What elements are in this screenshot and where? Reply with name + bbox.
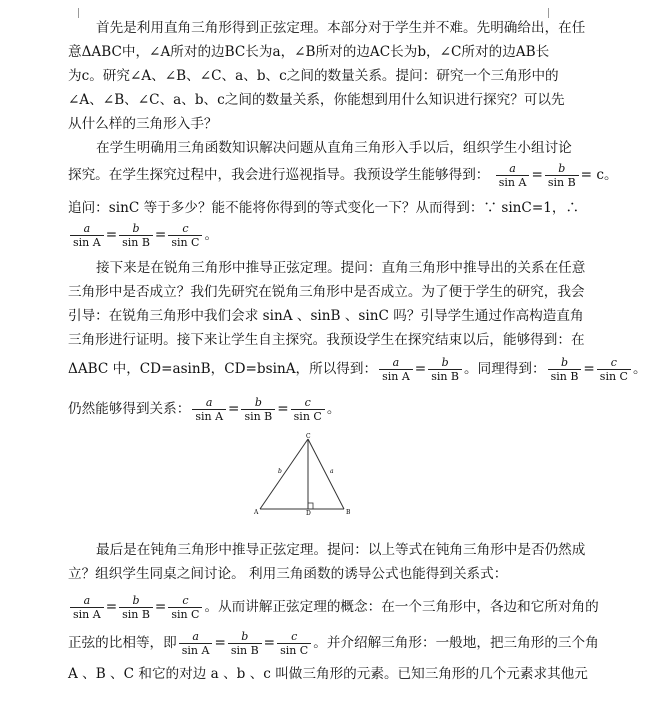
p1-line4: ∠A、∠B、∠C、a、b、c之间的数量关系，你能想到用什么知识进行探究？可以先	[68, 92, 565, 108]
frac-c-sinC	[168, 594, 202, 621]
frac-c-sinC	[277, 630, 311, 657]
frac-num: c	[291, 396, 325, 410]
frac-den: sin A	[195, 410, 224, 423]
frac-num: a	[192, 396, 226, 410]
frac-num: b	[119, 222, 153, 236]
equals-sign: =	[214, 635, 226, 651]
frac-den: sin B	[244, 410, 273, 423]
frac-c-sinC	[597, 356, 631, 383]
p3-line5-mid: 。同理得到：	[464, 361, 546, 377]
equals-sign: =	[154, 599, 167, 615]
frac-a-sinA	[70, 594, 104, 621]
frac-a-sinA	[70, 222, 104, 249]
equals-sign: =	[414, 361, 427, 377]
p2-line1: 在学生明确用三角函数知识解决问题从直角三角形入手以后，组织学生小组讨论	[96, 140, 572, 156]
frac-c-sinC	[291, 396, 325, 423]
frac-den: sin C	[280, 644, 309, 657]
p4-line3-text: 。从而讲解正弦定理的概念：在一个三角形中，各边和它所对角的	[204, 599, 599, 615]
equals-sign: =	[263, 635, 276, 651]
frac-den: sin C	[171, 608, 200, 621]
frac-a-sinA	[496, 162, 530, 189]
frac-num: a	[496, 162, 530, 176]
p1-line2: 意ΔABC中，∠A所对的边BC长为a，∠B所对的边AC长为b，∠C所对的边AB长	[68, 44, 550, 60]
p2-line4	[68, 222, 218, 249]
frac-b-sinB	[119, 222, 153, 249]
frac-b-sinB	[545, 162, 579, 189]
frac-den: sin B	[547, 176, 576, 189]
frac-den: sin C	[171, 236, 200, 249]
frac-num: b	[228, 630, 262, 644]
triangle-diagram	[250, 433, 360, 515]
frac-den: sin C	[599, 370, 628, 383]
frac-den: sin A	[382, 370, 410, 383]
frac-num: a	[179, 630, 213, 644]
label-b: B	[346, 509, 351, 516]
frac-den: sin C	[293, 410, 322, 423]
p2-line3: 追问：sinC 等于多少？能不能将你得到的等式变化一下？从而得到：∵ sinC=1，∴	[68, 200, 580, 216]
frac-den: sin B	[122, 236, 150, 249]
p2-line2-text: 探究。在学生探究过程中，我会进行巡视指导。我预设学生能够得到：	[68, 167, 490, 183]
p3-line5-end: 。	[632, 361, 647, 377]
frac-den: sin B	[230, 644, 259, 657]
frac-num: c	[168, 222, 202, 236]
frac-den: sin B	[550, 370, 579, 383]
p4-line4-end: 。并介绍解三角形：一般地，把三角形的三个角	[313, 635, 599, 651]
p3-line6	[68, 396, 340, 423]
p4-line4-text: 正弦的比相等，即	[68, 635, 177, 651]
equals-sign: =	[531, 167, 543, 183]
equals-sign: =	[277, 401, 289, 417]
triangle-figure	[250, 433, 360, 515]
frac-num: b	[241, 396, 275, 410]
frac-num: b	[119, 594, 153, 608]
equals-sign: =	[105, 599, 118, 615]
margin-mark-right	[548, 8, 563, 18]
frac-a-sinA	[379, 356, 413, 383]
frac-c-sinC	[168, 222, 202, 249]
frac-den: sin B	[122, 608, 150, 621]
p2-line2	[68, 162, 618, 189]
frac-den: sin A	[73, 236, 101, 249]
p3-line3: 引导：在锐角三角形中我们会求 sinA 、sinB 、sinC 吗？引导学生通过作高构造直角	[68, 308, 584, 324]
frac-a-sinA	[179, 630, 213, 657]
p4-line5: A 、B 、C 和它的对边 a 、b 、c 叫做三角形的元素。已知三角形的几个元素求其他元	[68, 666, 588, 682]
label-side-b: b	[278, 468, 282, 475]
label-side-a: a	[330, 468, 334, 475]
frac-num: a	[379, 356, 413, 370]
p3-line2: 三角形中是否成立？我们先研究在锐角三角形中是否成立。为了便于学生的研究，我会	[68, 284, 585, 300]
p1-line5: 从什么样的三角形入手？	[68, 116, 218, 132]
frac-num: a	[70, 222, 104, 236]
side-a	[308, 439, 344, 509]
label-a: A	[254, 509, 259, 516]
frac-num: b	[428, 356, 462, 370]
frac-num: b	[545, 162, 579, 176]
frac-a-sinA	[192, 396, 226, 423]
frac-b-sinB	[241, 396, 275, 423]
equals-sign: =	[228, 401, 240, 417]
p1-line1: 首先是利用直角三角形得到正弦定理。本部分对于学生并不难。先明确给出，在任	[96, 20, 586, 36]
label-c: C	[306, 433, 311, 440]
equals-sign: =	[154, 227, 167, 243]
frac-num: c	[168, 594, 202, 608]
frac-num: c	[597, 356, 631, 370]
side-b	[260, 439, 308, 509]
frac-num: c	[277, 630, 311, 644]
p3-line4: 三角形进行证明。接下来让学生自主探究。我预设学生在探究结束以后，能够得到：在	[68, 332, 585, 348]
p4-line1: 最后是在钝角三角形中推导正弦定理。提问：以上等式在钝角三角形中是否仍然成	[96, 542, 586, 558]
frac-b-sinB	[548, 356, 582, 383]
frac-den: sin A	[498, 176, 527, 189]
frac-b-sinB	[119, 594, 153, 621]
p3-line1: 接下来是在锐角三角形中推导正弦定理。提问：直角三角形中推导出的关系在任意	[96, 260, 586, 276]
right-angle-mark	[308, 503, 313, 509]
frac-b-sinB	[228, 630, 262, 657]
p3-line5	[68, 356, 647, 383]
margin-mark-left	[64, 8, 79, 18]
p3-line6-end: 。	[326, 401, 341, 417]
p3-line5-text: ΔABC 中，CD=asinB，CD=bsinA，所以得到：	[68, 361, 378, 377]
p2-line2-end: = c。	[580, 167, 618, 183]
equals-sign: =	[105, 227, 118, 243]
label-d: D	[306, 510, 311, 517]
frac-b-sinB	[428, 356, 462, 383]
p4-line2: 立？组织学生同桌之间讨论。 利用三角函数的诱导公式也能得到关系式：	[68, 566, 508, 582]
frac-den: sin A	[73, 608, 101, 621]
p2-line4-end: 。	[204, 227, 219, 243]
p1-line3: 为c。研究∠A、∠B、∠C、a、b、c之间的数量关系。提问：研究一个三角形中的	[68, 68, 559, 84]
p4-line4	[68, 630, 599, 657]
p3-line6-text: 仍然能够得到关系：	[68, 401, 191, 417]
p4-line3	[68, 594, 599, 621]
frac-num: a	[70, 594, 104, 608]
frac-den: sin B	[431, 370, 460, 383]
equals-sign: =	[583, 361, 595, 377]
frac-den: sin A	[181, 644, 210, 657]
frac-num: b	[548, 356, 582, 370]
